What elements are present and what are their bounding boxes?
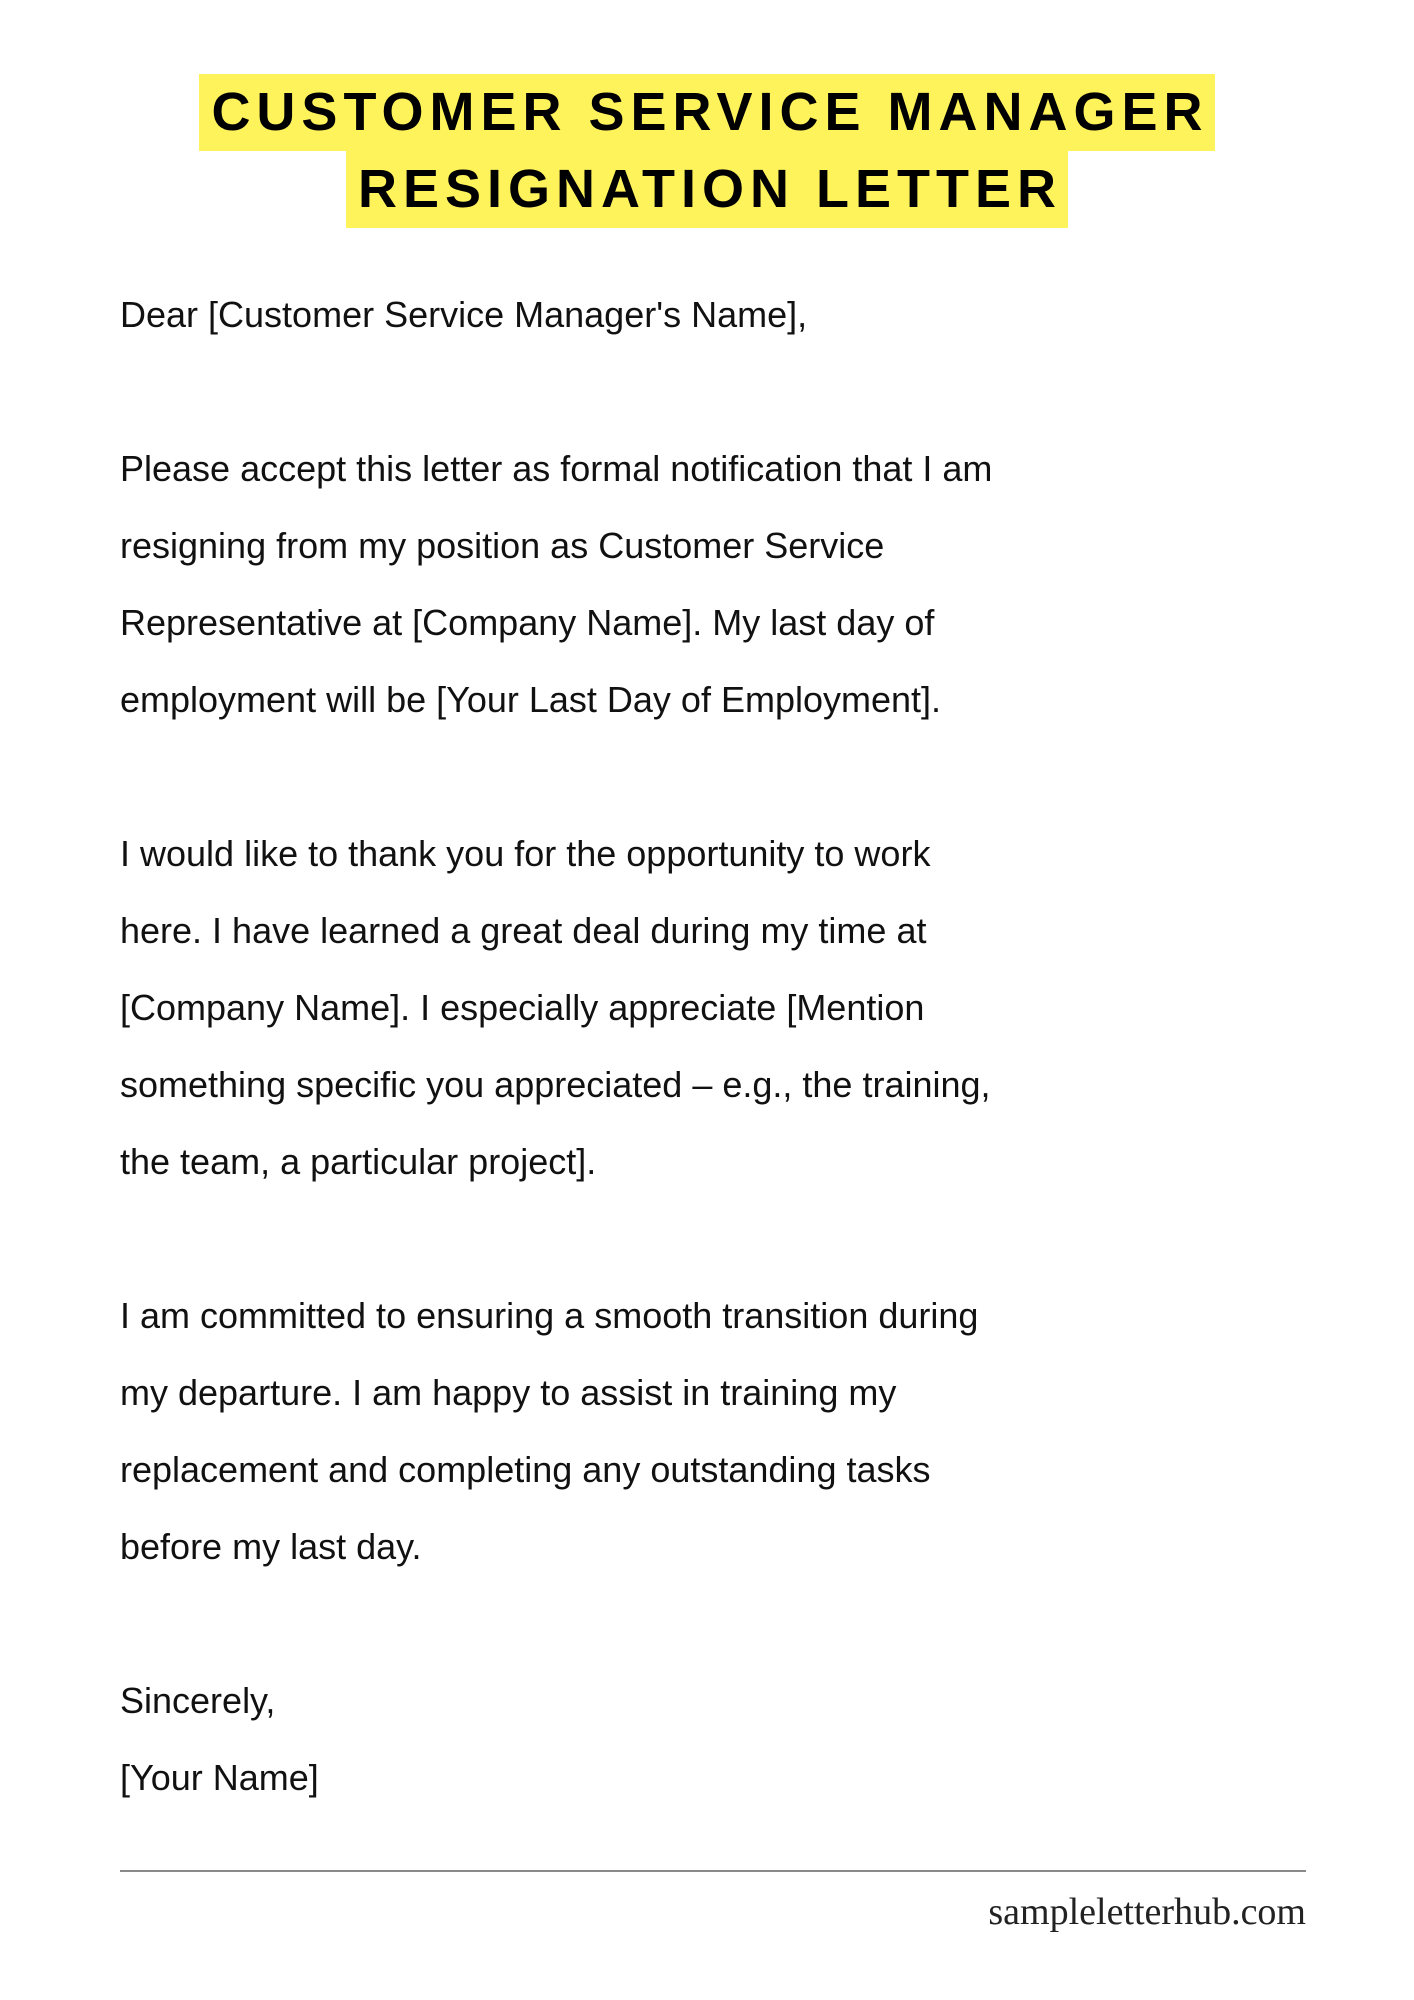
text-line: employment will be [Your Last Day of Employment]. [120,679,942,720]
text-line: I am committed to ensuring a smooth transition during [120,1295,979,1336]
footer-divider [120,1870,1306,1872]
signature: [Your Name] [120,1757,319,1798]
text-line: my departure. I am happy to assist in training my [120,1372,897,1413]
title-line-1: CUSTOMER SERVICE MANAGER [199,74,1214,151]
text-line: Representative at [Company Name]. My last day of [120,602,935,643]
text-line: something specific you appreciated – e.g., the training, [120,1064,991,1105]
text-line: before my last day. [120,1526,422,1567]
text-line: resigning from my position as Customer Service [120,525,885,566]
text-line: here. I have learned a great deal during my time at [120,910,927,951]
text-line: replacement and completing any outstanding tasks [120,1449,931,1490]
closing: Sincerely, [120,1680,276,1721]
text-line: the team, a particular project]. [120,1141,597,1182]
document-title [0,74,1414,228]
footer-site: sampleletterhub.com [988,1891,1306,1933]
text-line: I would like to thank you for the opportunity to work [120,833,931,874]
letter-body [120,276,1320,1816]
salutation-text: Dear [Customer Service Manager's Name], [120,294,808,335]
salutation [120,276,1320,353]
paragraph-2 [120,815,1320,1200]
title-line-2: RESIGNATION LETTER [346,151,1068,228]
paragraph-1 [120,430,1320,738]
sign-off [120,1662,1320,1816]
text-line: [Company Name]. I especially appreciate [Mention [120,987,925,1028]
paragraph-3 [120,1277,1320,1585]
text-line: Please accept this letter as formal notification that I am [120,448,993,489]
